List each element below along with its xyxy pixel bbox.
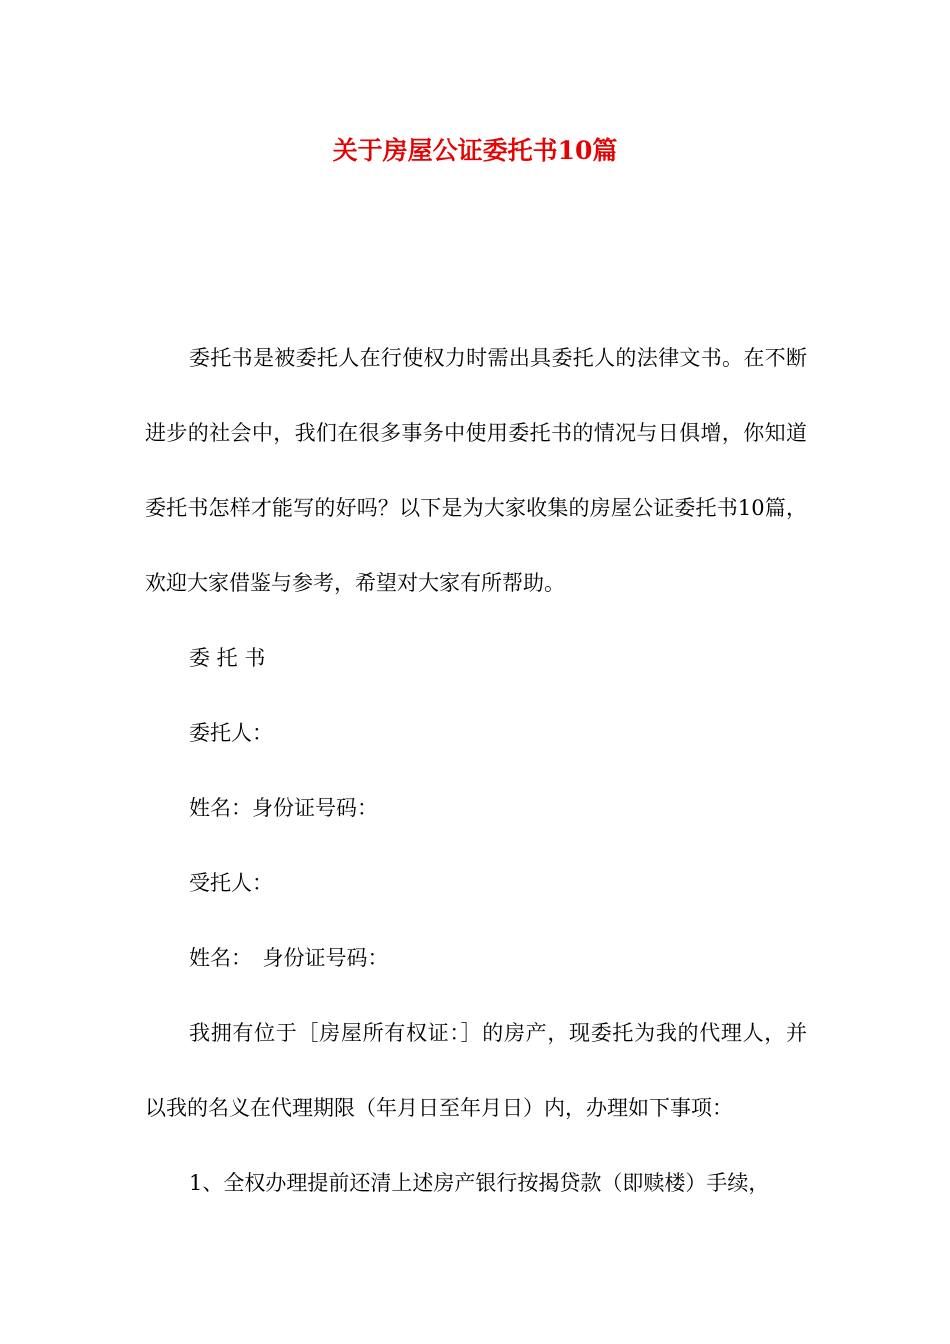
principal-name-id-line: 姓名：身份证号码： <box>189 796 378 820</box>
principal-label: 委托人： <box>189 721 273 745</box>
section-heading: 委 托 书 <box>189 646 266 670</box>
item-1-paragraph: 1、全权办理提前还清上述房产银行按揭贷款（即赎楼）手续， <box>189 1171 770 1195</box>
agent-name-id-line: 姓名： 身份证号码： <box>189 946 389 970</box>
intro-paragraph: 委托书是被委托人在行使权力时需出具委托人的法律文书。在不断进步的社会中，我们在很多事务中使用委托书的情况与日俱增，你知道委托书怎样才能写的好吗？以下是为大家收集的房屋公证委托书10篇，欢迎大家借鉴与参考，希望对大家有所帮助。 <box>145 346 807 595</box>
document-body <box>145 321 807 1221</box>
document-title: 关于房屋公证委托书10篇 <box>332 136 618 165</box>
property-paragraph: 我拥有位于［房屋所有权证：］的房产，现委托为我的代理人，并以我的名义在代理期限（年月日至年月日）内，办理如下事项： <box>145 1021 807 1120</box>
agent-label: 受托人： <box>189 871 273 895</box>
